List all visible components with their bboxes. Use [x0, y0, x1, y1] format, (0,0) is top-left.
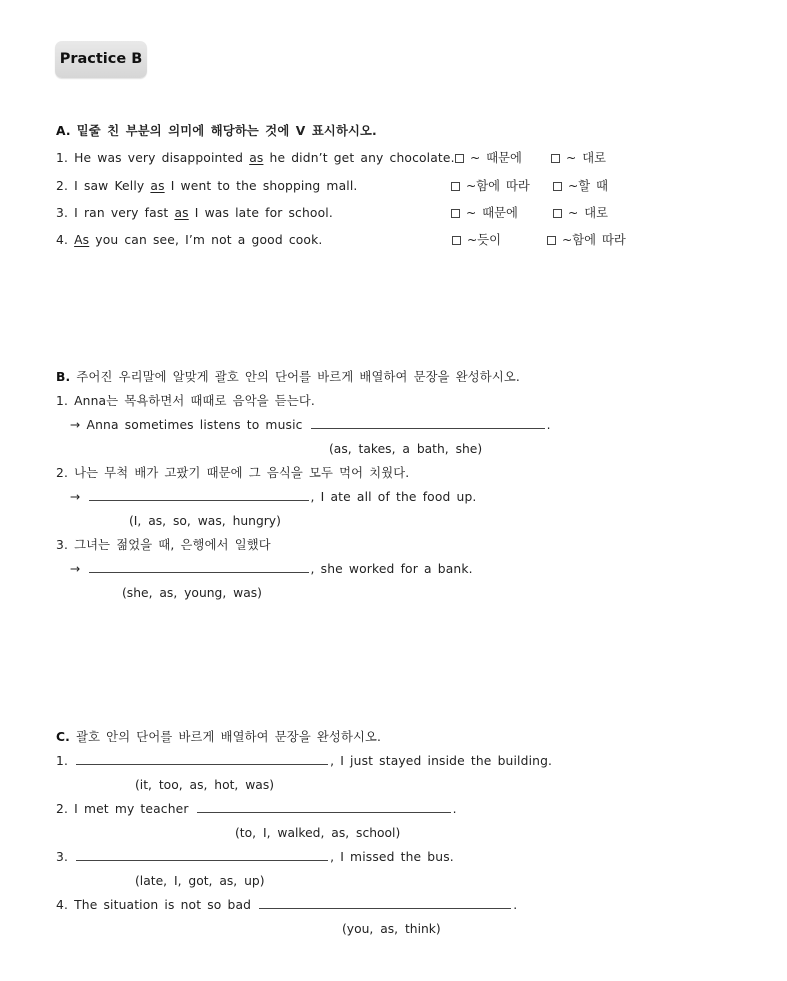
b-item-1-answer: [70, 417, 551, 433]
arrow-icon: →: [70, 490, 81, 504]
answer-blank[interactable]: [76, 753, 328, 765]
a-item-4-option-1[interactable]: [452, 232, 501, 248]
checkbox-icon[interactable]: [553, 182, 562, 191]
a-item-underlined: as: [174, 206, 189, 220]
section-c-heading: [56, 729, 381, 745]
a-item-1-option-2[interactable]: [551, 150, 606, 166]
c-item-number: 4.: [56, 898, 69, 912]
a-item-2-option-2[interactable]: [553, 178, 608, 194]
option-label: ~ 때문에: [470, 151, 522, 165]
c-item-2-hint: (to, I, walked, as, school): [235, 826, 401, 840]
b-item-2-hint: (I, as, so, was, hungry): [129, 514, 281, 528]
answer-blank[interactable]: [89, 561, 309, 573]
c-item-text: , I just stayed inside the building.: [330, 754, 553, 768]
checkbox-icon[interactable]: [451, 209, 460, 218]
c-item-number: 2.: [56, 802, 69, 816]
a-item-number: 2.: [56, 179, 69, 193]
c-item-text: .: [452, 802, 457, 816]
a-item-text: you can see, I’m not a good cook.: [89, 233, 323, 247]
a-item-number: 4.: [56, 233, 69, 247]
checkbox-icon[interactable]: [455, 154, 464, 163]
practice-badge: Practice B: [55, 41, 147, 78]
a-item-underlined: As: [74, 233, 90, 247]
answer-blank[interactable]: [311, 417, 545, 429]
a-item-4-option-2[interactable]: [547, 232, 626, 248]
answer-text: .: [546, 418, 551, 432]
checkbox-icon[interactable]: [553, 209, 562, 218]
a-item-text: I was late for school.: [188, 206, 333, 220]
answer-blank[interactable]: [259, 897, 511, 909]
answer-blank[interactable]: [197, 801, 451, 813]
b-item-3-korean: 3. 그녀는 젊었을 때, 은행에서 일했다: [56, 538, 271, 552]
section-a-mark: A.: [56, 124, 71, 138]
section-b-heading: [56, 369, 520, 385]
c-item-number: 1.: [56, 754, 69, 768]
arrow-icon: →: [70, 418, 81, 432]
answer-text: , she worked for a bank.: [310, 562, 473, 576]
a-item-3: [56, 205, 333, 221]
b-item-3-answer: [70, 561, 473, 577]
option-label: ~함에 따라: [562, 233, 626, 247]
a-item-number: 3.: [56, 206, 69, 220]
option-label: ~ 대로: [568, 206, 608, 220]
a-item-text: I ran very fast: [74, 206, 175, 220]
c-item-number: 3.: [56, 850, 69, 864]
c-item-text: , I missed the bus.: [330, 850, 454, 864]
c-item-text: I met my teacher: [74, 802, 189, 816]
a-item-text: he didn’t get any chocolate.: [263, 151, 455, 165]
c-item-text: The situation is not so bad: [74, 898, 252, 912]
option-label: ~ 대로: [566, 151, 606, 165]
b-item-3-hint: (she, as, young, was): [122, 586, 262, 600]
c-item-3: [56, 849, 454, 865]
b-item-2-answer: [70, 489, 477, 505]
a-item-text: I went to the shopping mall.: [164, 179, 358, 193]
a-item-number: 1.: [56, 151, 69, 165]
answer-blank[interactable]: [89, 489, 309, 501]
a-item-text: He was very disappointed: [74, 151, 250, 165]
a-item-1: [56, 150, 455, 166]
section-a-heading: [56, 123, 377, 139]
section-b-instruction: 주어진 우리말에 알맞게 괄호 안의 단어를 바르게 배열하여 문장을 완성하시오.: [76, 370, 520, 384]
b-item-1-hint: (as, takes, a bath, she): [329, 442, 483, 456]
answer-blank[interactable]: [76, 849, 328, 861]
option-label: ~함에 따라: [466, 179, 530, 193]
answer-text: , I ate all of the food up.: [310, 490, 477, 504]
section-a-instruction: 밑줄 친 부분의 의미에 해당하는 것에 V 표시하시오.: [76, 124, 377, 138]
option-label: ~듯이: [467, 233, 502, 247]
c-item-1: [56, 753, 552, 769]
a-item-3-option-2[interactable]: [553, 205, 608, 221]
b-item-1-korean: 1. Anna는 목욕하면서 때때로 음악을 듣는다.: [56, 394, 315, 408]
a-item-underlined: as: [249, 151, 264, 165]
a-item-underlined: as: [150, 179, 165, 193]
a-item-2: [56, 178, 357, 194]
c-item-4: [56, 897, 517, 913]
arrow-icon: →: [70, 562, 81, 576]
section-b-mark: B.: [56, 370, 71, 384]
checkbox-icon[interactable]: [547, 236, 556, 245]
a-item-text: I saw Kelly: [74, 179, 151, 193]
answer-text: Anna sometimes listens to music: [86, 418, 303, 432]
c-item-4-hint: (you, as, think): [342, 922, 441, 936]
section-c-mark: C.: [56, 730, 70, 744]
c-item-text: .: [513, 898, 518, 912]
b-item-2-korean: 2. 나는 무척 배가 고팠기 때문에 그 음식을 모두 먹어 치웠다.: [56, 466, 410, 480]
a-item-4: [56, 232, 322, 248]
a-item-2-option-1[interactable]: [451, 178, 530, 194]
option-label: ~할 때: [568, 179, 608, 193]
option-label: ~ 때문에: [466, 206, 518, 220]
c-item-3-hint: (late, I, got, as, up): [135, 874, 265, 888]
checkbox-icon[interactable]: [452, 236, 461, 245]
c-item-2: [56, 801, 457, 817]
checkbox-icon[interactable]: [551, 154, 560, 163]
section-c-instruction: 괄호 안의 단어를 바르게 배열하여 문장을 완성하시오.: [76, 730, 382, 744]
a-item-1-option-1[interactable]: [455, 150, 522, 166]
a-item-3-option-1[interactable]: [451, 205, 518, 221]
checkbox-icon[interactable]: [451, 182, 460, 191]
c-item-1-hint: (it, too, as, hot, was): [135, 778, 275, 792]
